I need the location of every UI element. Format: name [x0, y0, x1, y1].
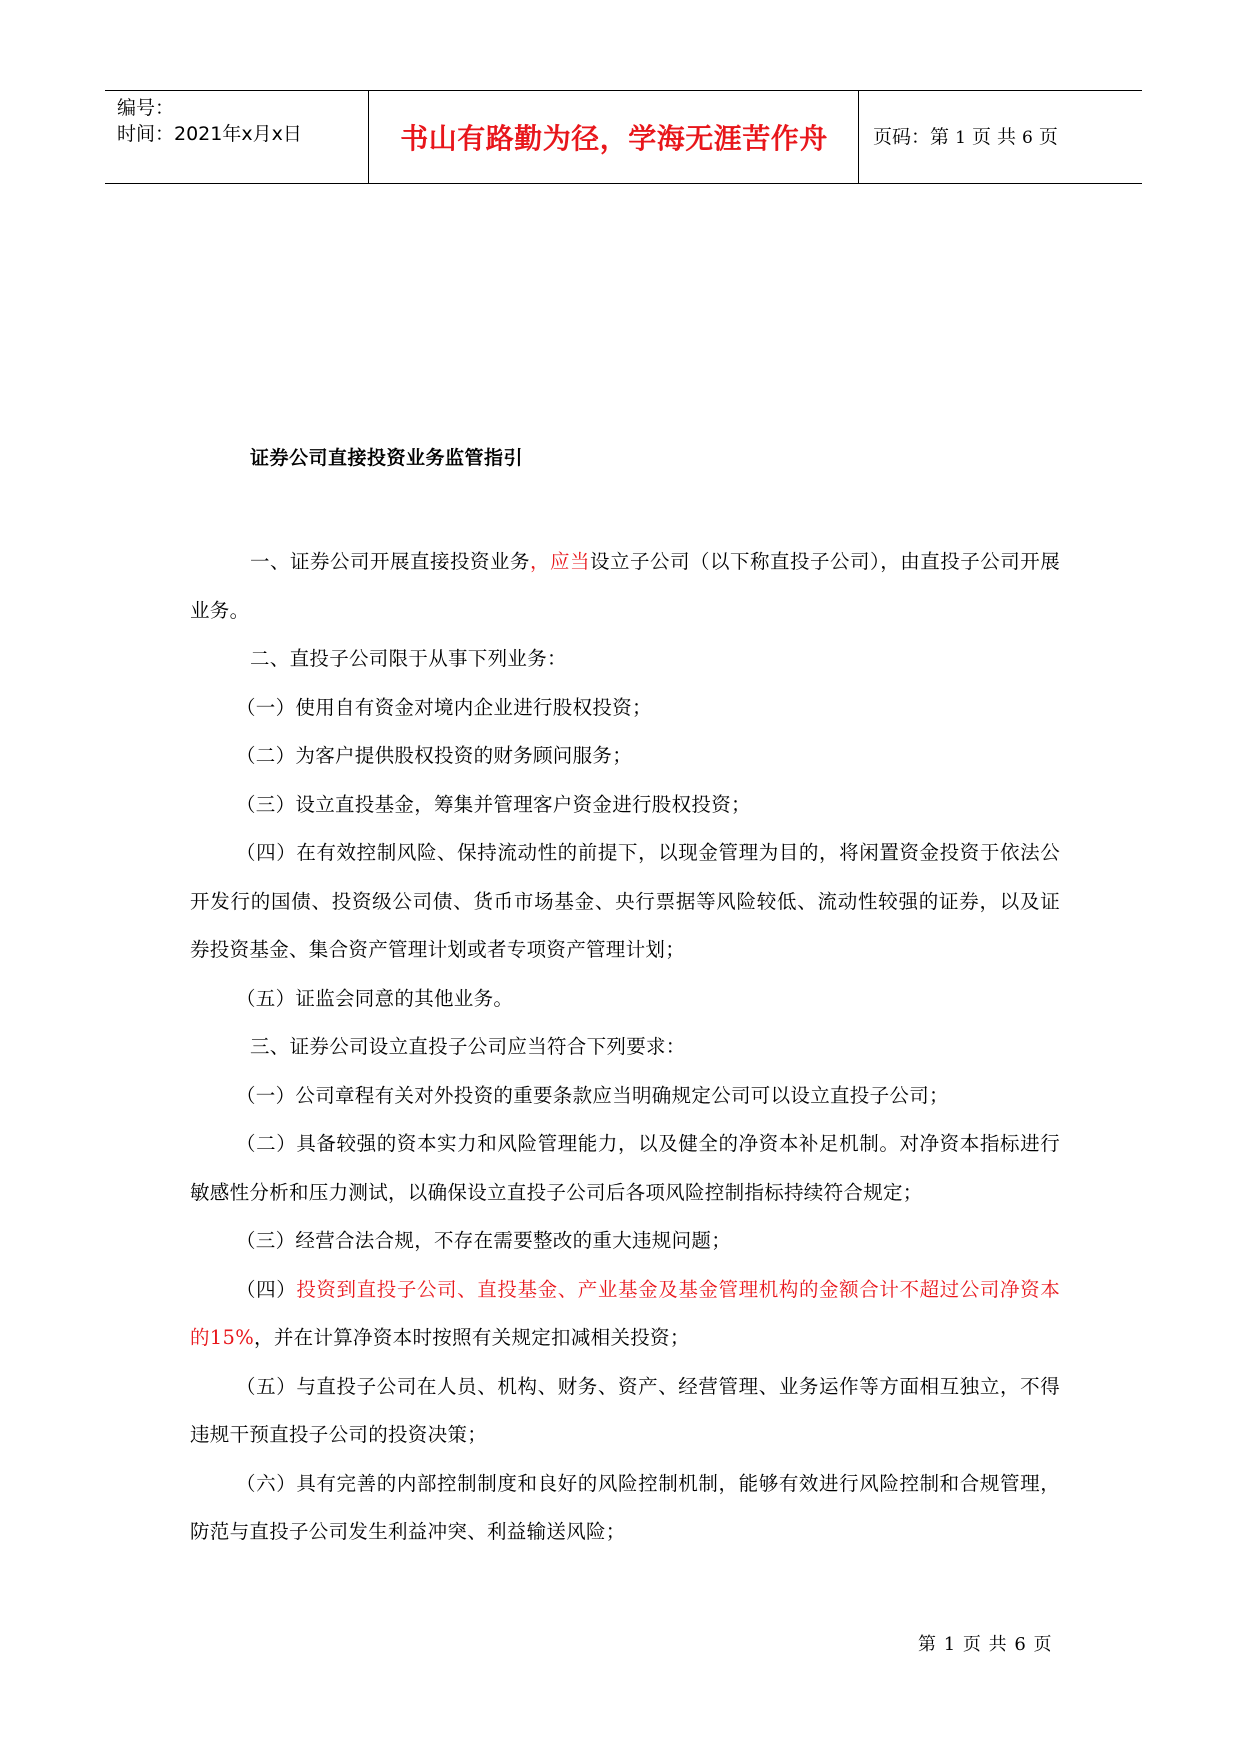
header-motto: 书山有路勤为径，学海无涯苦作舟	[400, 122, 828, 155]
paragraph-9: （一）公司章程有关对外投资的重要条款应当明确规定公司可以设立直投子公司；	[236, 1083, 949, 1107]
page-suffix: 页	[1038, 126, 1058, 148]
paragraph-13: （五）与直投子公司在人员、机构、财务、资产、经营管理、业务运作等方面相互独立，不得违规干预直投子公司的投资决策；	[190, 1374, 1060, 1446]
document-body	[190, 538, 1060, 1557]
paragraph-8: 三、证券公司设立直投子公司应当符合下列要求：	[250, 1035, 686, 1058]
paragraph-4: （二）为客户提供股权投资的财务顾问服务；	[236, 744, 633, 767]
paragraph-1	[190, 538, 1060, 635]
paragraph-12-text-a: （四）	[236, 1277, 297, 1301]
paragraph-1-highlight: ，应当	[529, 550, 590, 573]
page-current: 1	[955, 128, 966, 148]
paragraph-14: （六）具有完善的内部控制制度和良好的风险控制机制，能够有效进行风险控制和合规管理，防范与直投子公司发生利益冲突、利益输送风险；	[190, 1471, 1060, 1543]
page-total: 6	[1022, 128, 1033, 148]
header-divider-right	[858, 91, 859, 183]
header-page-number	[873, 122, 1058, 149]
paragraph-2: 二、直投子公司限于从事下列业务：	[250, 647, 567, 670]
paragraph-1-text-b: 设立子公司（以下称直投子公司），由直投子公司开展业务。	[190, 550, 1060, 622]
page-prefix: 页码：第	[873, 126, 950, 148]
paragraph-5: （三）设立直投基金，筹集并管理客户资金进行股权投资；	[236, 792, 751, 816]
document-title: 证券公司直接投资业务监管指引	[250, 447, 524, 469]
header-divider-left	[368, 91, 369, 183]
paragraph-6: （四）在有效控制风险、保持流动性的前提下，以现金管理为目的，将闲置资金投资于依法公开发行的国债、投资级公司债、货币市场基金、央行票据等风险较低、流动性较强的证券，以及证券投资基金、集合资产管理计划或者专项资产管理计划；	[190, 841, 1060, 961]
paragraph-10: （二）具备较强的资本实力和风险管理能力，以及健全的净资本补足机制。对净资本指标进行敏感性分析和压力测试，以确保设立直投子公司后各项风险控制指标持续符合规定；	[190, 1132, 1060, 1204]
time-label: 时间：2021年x月x日	[117, 123, 302, 145]
number-label: 编号：	[117, 97, 175, 119]
paragraph-12-highlight: 投资到直投子公司、直投基金、产业基金及基金管理机构的金额合计不超过公司净资本的15%	[190, 1277, 1061, 1349]
paragraph-11: （三）经营合法合规，不存在需要整改的重大违规问题；	[236, 1229, 732, 1252]
paragraph-7: （五）证监会同意的其他业务。	[236, 986, 514, 1010]
paragraph-1-text-a: 一、证券公司开展直接投资业务	[250, 550, 530, 573]
paragraph-3: （一）使用自有资金对境内企业进行股权投资；	[236, 695, 652, 719]
page-mid: 页 共	[971, 126, 1016, 148]
page-header	[105, 90, 1142, 184]
paragraph-12	[190, 1266, 1060, 1363]
page-footer: 第 1 页 共 6 页	[918, 1634, 1053, 1655]
paragraph-12-text-b: ，并在计算净资本时按照有关规定扣减相关投资；	[254, 1326, 690, 1349]
header-meta	[117, 91, 302, 147]
